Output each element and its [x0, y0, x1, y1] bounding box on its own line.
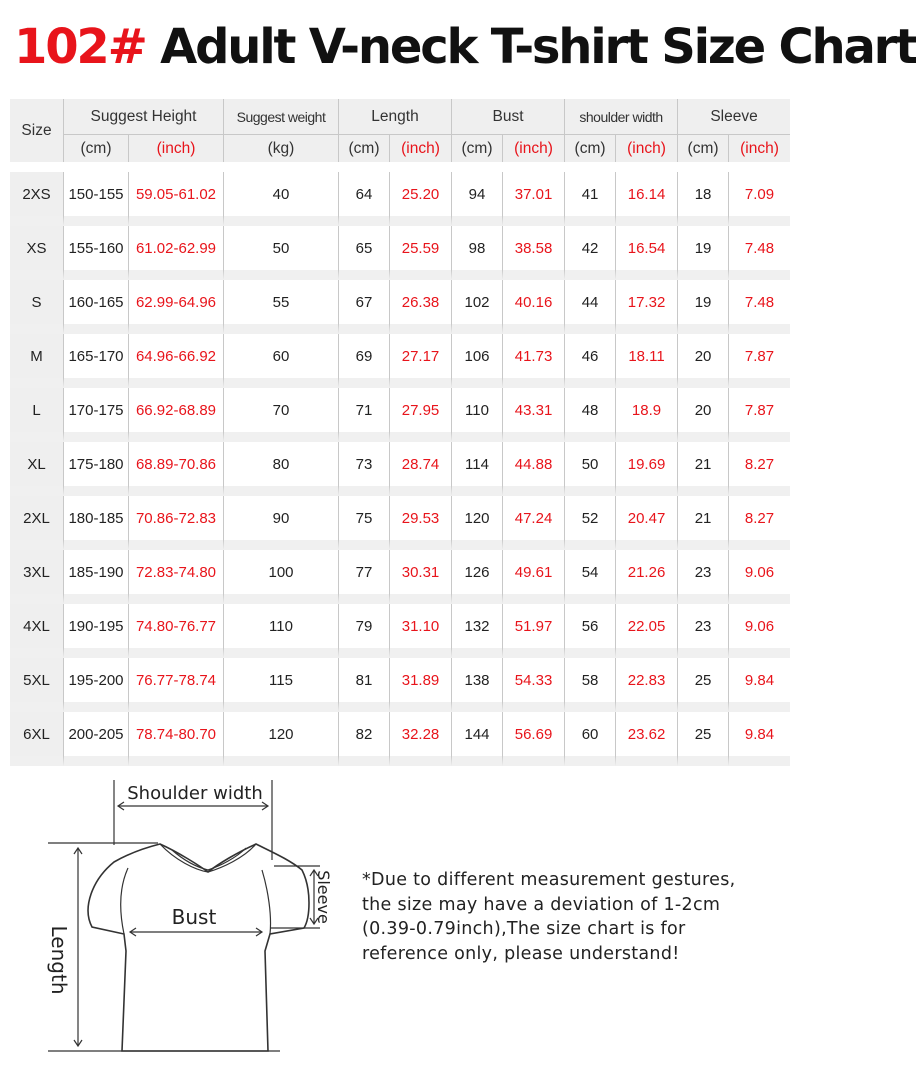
shoulder-inch-cell: 20.47 [615, 496, 677, 550]
bust-inch-cell: 43.31 [502, 388, 564, 442]
header-suggest-height: Suggest Height [63, 99, 223, 134]
weight-kg-cell: 100 [223, 550, 338, 604]
length-cm-cell: 64 [338, 172, 389, 226]
length-cm-cell: 69 [338, 334, 389, 388]
height-inch-cell: 72.83-74.80 [128, 550, 223, 604]
length-inch-cell: 30.31 [389, 550, 451, 604]
length-label: Length [47, 925, 71, 995]
weight-kg-cell: 70 [223, 388, 338, 442]
shoulder-inch-cell: 22.05 [615, 604, 677, 658]
sleeve-inch-cell: 8.27 [728, 496, 790, 550]
size-cell: S [10, 280, 63, 334]
size-header: Size [10, 99, 63, 162]
weight-kg-cell: 50 [223, 226, 338, 280]
sleeve-cm-cell: 23 [677, 550, 728, 604]
bust-cm-cell: 110 [451, 388, 502, 442]
weight-kg-cell: 115 [223, 658, 338, 712]
length-inch-cell: 29.53 [389, 496, 451, 550]
length-cm-cell: 75 [338, 496, 389, 550]
title-text: Adult V-neck T-shirt Size Chart [160, 19, 916, 75]
weight-kg-cell: 60 [223, 334, 338, 388]
sleeve-cm-cell: 25 [677, 658, 728, 712]
height-inch-cell: 59.05-61.02 [128, 172, 223, 226]
sleeve-cm-cell: 20 [677, 334, 728, 388]
table-row [10, 172, 790, 226]
weight-kg-cell: 90 [223, 496, 338, 550]
shoulder-cm-cell: 48 [564, 388, 615, 442]
table-row [10, 442, 790, 496]
bust-inch-cell: 51.97 [502, 604, 564, 658]
shoulder-cm-cell: 44 [564, 280, 615, 334]
size-chart-table [10, 99, 790, 766]
height-cm-cell: 195-200 [63, 658, 128, 712]
bust-inch-cell: 44.88 [502, 442, 564, 496]
size-cell: 3XL [10, 550, 63, 604]
header-row-units [10, 134, 790, 162]
sleeve-inch-cell: 9.06 [728, 604, 790, 658]
shoulder-inch-cell: 16.14 [615, 172, 677, 226]
bust-cm-cell: 126 [451, 550, 502, 604]
shoulder-inch-cell: 18.9 [615, 388, 677, 442]
length-inch-cell: 27.17 [389, 334, 451, 388]
weight-kg-cell: 55 [223, 280, 338, 334]
sleeve-inch-cell: 7.09 [728, 172, 790, 226]
sleeve-inch-cell: 9.84 [728, 658, 790, 712]
unit-cm: (cm) [338, 134, 389, 162]
length-cm-cell: 65 [338, 226, 389, 280]
bust-cm-cell: 114 [451, 442, 502, 496]
table-row [10, 604, 790, 658]
page-title [14, 8, 916, 86]
size-cell: XS [10, 226, 63, 280]
length-inch-cell: 28.74 [389, 442, 451, 496]
height-inch-cell: 61.02-62.99 [128, 226, 223, 280]
bust-cm-cell: 132 [451, 604, 502, 658]
tshirt-measurement-diagram [40, 770, 340, 1065]
bust-cm-cell: 94 [451, 172, 502, 226]
bust-inch-cell: 37.01 [502, 172, 564, 226]
shoulder-cm-cell: 46 [564, 334, 615, 388]
note-line: reference only, please understand! [362, 943, 680, 964]
weight-kg-cell: 80 [223, 442, 338, 496]
shoulder-inch-cell: 19.69 [615, 442, 677, 496]
sleeve-inch-cell: 7.48 [728, 280, 790, 334]
table-row [10, 658, 790, 712]
unit-cm: (cm) [564, 134, 615, 162]
bust-inch-cell: 47.24 [502, 496, 564, 550]
height-cm-cell: 160-165 [63, 280, 128, 334]
length-cm-cell: 82 [338, 712, 389, 766]
length-inch-cell: 25.20 [389, 172, 451, 226]
shoulder-cm-cell: 42 [564, 226, 615, 280]
height-inch-cell: 64.96-66.92 [128, 334, 223, 388]
note-line: *Due to different measurement gestures, [362, 870, 736, 890]
shoulder-inch-cell: 23.62 [615, 712, 677, 766]
size-cell: 6XL [10, 712, 63, 766]
height-cm-cell: 185-190 [63, 550, 128, 604]
size-cell: L [10, 388, 63, 442]
table-row [10, 226, 790, 280]
header-bust: Bust [451, 99, 564, 134]
height-inch-cell: 68.89-70.86 [128, 442, 223, 496]
bust-inch-cell: 54.33 [502, 658, 564, 712]
bust-cm-cell: 106 [451, 334, 502, 388]
sleeve-cm-cell: 23 [677, 604, 728, 658]
shoulder-width-label: Shoulder width [127, 783, 263, 804]
bust-label: Bust [171, 905, 217, 929]
sleeve-cm-cell: 19 [677, 226, 728, 280]
shoulder-cm-cell: 50 [564, 442, 615, 496]
bust-cm-cell: 102 [451, 280, 502, 334]
table-row [10, 712, 790, 766]
weight-kg-cell: 120 [223, 712, 338, 766]
header-sleeve: Sleeve [677, 99, 790, 134]
unit-inch: (inch) [389, 134, 451, 162]
table-row [10, 280, 790, 334]
sleeve-cm-cell: 20 [677, 388, 728, 442]
note-line: the size may have a deviation of 1-2cm [362, 894, 721, 915]
sleeve-inch-cell: 9.84 [728, 712, 790, 766]
sleeve-inch-cell: 8.27 [728, 442, 790, 496]
bust-inch-cell: 49.61 [502, 550, 564, 604]
bust-inch-cell: 56.69 [502, 712, 564, 766]
shoulder-cm-cell: 52 [564, 496, 615, 550]
header-length: Length [338, 99, 451, 134]
length-cm-cell: 81 [338, 658, 389, 712]
length-inch-cell: 31.10 [389, 604, 451, 658]
unit-inch: (inch) [128, 134, 223, 162]
unit-cm: (cm) [451, 134, 502, 162]
height-inch-cell: 78.74-80.70 [128, 712, 223, 766]
weight-kg-cell: 110 [223, 604, 338, 658]
sleeve-inch-cell: 7.48 [728, 226, 790, 280]
bust-inch-cell: 41.73 [502, 334, 564, 388]
length-inch-cell: 26.38 [389, 280, 451, 334]
length-cm-cell: 77 [338, 550, 389, 604]
length-inch-cell: 25.59 [389, 226, 451, 280]
shoulder-cm-cell: 56 [564, 604, 615, 658]
sleeve-cm-cell: 25 [677, 712, 728, 766]
weight-kg-cell: 40 [223, 172, 338, 226]
size-cell: 2XL [10, 496, 63, 550]
bust-inch-cell: 38.58 [502, 226, 564, 280]
title-number: 102# [14, 19, 146, 75]
shoulder-inch-cell: 22.83 [615, 658, 677, 712]
shoulder-inch-cell: 18.11 [615, 334, 677, 388]
table-row [10, 550, 790, 604]
shoulder-cm-cell: 58 [564, 658, 615, 712]
sleeve-inch-cell: 9.06 [728, 550, 790, 604]
sleeve-cm-cell: 19 [677, 280, 728, 334]
unit-cm: (cm) [677, 134, 728, 162]
length-cm-cell: 71 [338, 388, 389, 442]
size-cell: XL [10, 442, 63, 496]
table-row [10, 496, 790, 550]
height-cm-cell: 190-195 [63, 604, 128, 658]
height-inch-cell: 76.77-78.74 [128, 658, 223, 712]
bust-cm-cell: 144 [451, 712, 502, 766]
size-disclaimer-note [362, 868, 782, 966]
unit-kg: (kg) [223, 134, 338, 162]
height-inch-cell: 66.92-68.89 [128, 388, 223, 442]
height-cm-cell: 175-180 [63, 442, 128, 496]
length-inch-cell: 31.89 [389, 658, 451, 712]
bust-inch-cell: 40.16 [502, 280, 564, 334]
length-cm-cell: 67 [338, 280, 389, 334]
height-cm-cell: 180-185 [63, 496, 128, 550]
unit-inch: (inch) [615, 134, 677, 162]
unit-inch: (inch) [728, 134, 790, 162]
size-cell: 5XL [10, 658, 63, 712]
shoulder-inch-cell: 21.26 [615, 550, 677, 604]
size-cell: 4XL [10, 604, 63, 658]
bust-cm-cell: 138 [451, 658, 502, 712]
height-inch-cell: 62.99-64.96 [128, 280, 223, 334]
size-rows [10, 172, 790, 766]
height-cm-cell: 165-170 [63, 334, 128, 388]
table-row [10, 388, 790, 442]
shoulder-inch-cell: 16.54 [615, 226, 677, 280]
table-row [10, 334, 790, 388]
shoulder-cm-cell: 54 [564, 550, 615, 604]
unit-cm: (cm) [63, 134, 128, 162]
sleeve-cm-cell: 21 [677, 496, 728, 550]
sleeve-label: Sleeve [314, 870, 333, 924]
size-cell: M [10, 334, 63, 388]
sleeve-cm-cell: 21 [677, 442, 728, 496]
length-inch-cell: 32.28 [389, 712, 451, 766]
height-cm-cell: 200-205 [63, 712, 128, 766]
height-cm-cell: 170-175 [63, 388, 128, 442]
header-row-groups [10, 99, 790, 134]
length-cm-cell: 79 [338, 604, 389, 658]
height-inch-cell: 70.86-72.83 [128, 496, 223, 550]
bust-cm-cell: 98 [451, 226, 502, 280]
height-cm-cell: 150-155 [63, 172, 128, 226]
header-suggest-weight: Suggest weight [223, 99, 338, 134]
note-line: (0.39-0.79inch),The size chart is for [362, 919, 686, 939]
sleeve-cm-cell: 18 [677, 172, 728, 226]
bust-cm-cell: 120 [451, 496, 502, 550]
length-cm-cell: 73 [338, 442, 389, 496]
shoulder-cm-cell: 60 [564, 712, 615, 766]
header-shoulder-width: shoulder width [564, 99, 677, 134]
length-inch-cell: 27.95 [389, 388, 451, 442]
sleeve-inch-cell: 7.87 [728, 388, 790, 442]
sleeve-inch-cell: 7.87 [728, 334, 790, 388]
height-inch-cell: 74.80-76.77 [128, 604, 223, 658]
size-cell: 2XS [10, 172, 63, 226]
height-cm-cell: 155-160 [63, 226, 128, 280]
unit-inch: (inch) [502, 134, 564, 162]
shoulder-inch-cell: 17.32 [615, 280, 677, 334]
shoulder-cm-cell: 41 [564, 172, 615, 226]
